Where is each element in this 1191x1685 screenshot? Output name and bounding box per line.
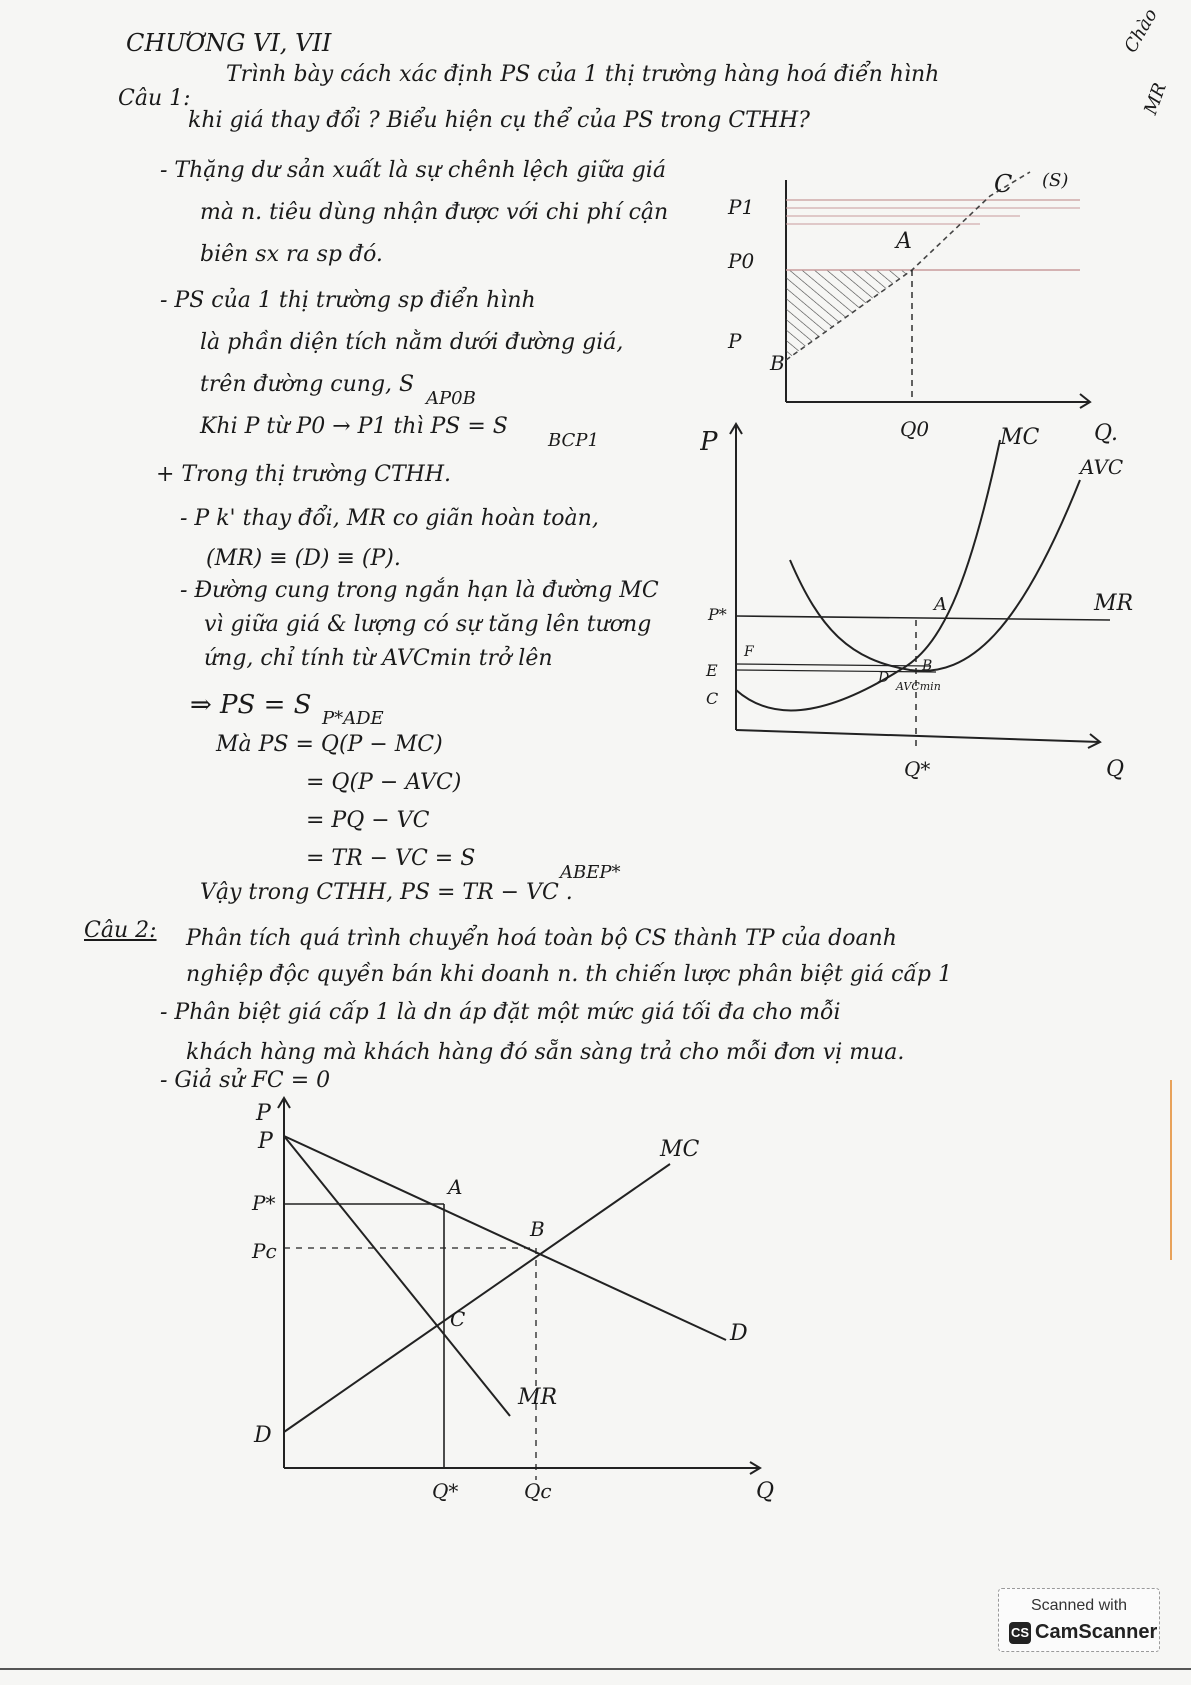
x-axis	[736, 730, 1100, 742]
ps-formula-3: = Q(P − AVC)	[306, 770, 462, 795]
label-d: D	[730, 1321, 748, 1346]
q1-sub: AP0B	[426, 388, 476, 409]
q2-line: Phân tích quá trình chuyển hoá toàn bộ CS thành TP của doanh	[186, 926, 897, 951]
q1-line: - PS của 1 thị trường sp điển hình	[160, 288, 536, 313]
chapter-heading: CHƯƠNG VI, VII	[126, 29, 332, 57]
q1-line: vì giữa giá & lượng có sự tăng lên tương	[204, 612, 652, 637]
label-d-intercept: D	[254, 1423, 272, 1448]
q1-line: mà n. tiêu dùng nhận được với chi phí cận	[200, 200, 669, 225]
scan-edge-mark	[1170, 1080, 1172, 1260]
q1-line: - Thặng dư sản xuất là sự chênh lệch giữa giá	[160, 158, 666, 183]
q1-line: - P k' thay đổi, MR co giãn hoàn toàn,	[180, 506, 599, 531]
label-avc: AVC	[1080, 455, 1124, 479]
label-c: C	[994, 170, 1013, 198]
producer-surplus-graph	[720, 160, 1140, 450]
label-p: P	[728, 329, 742, 353]
label-p1: P1	[728, 195, 755, 219]
camscanner-logo-icon: CS	[1009, 1622, 1031, 1644]
label-p-axis: P	[700, 427, 718, 457]
label-d: D	[878, 670, 890, 686]
q1-question-line-1: Trình bày cách xác định PS của 1 thị trường hàng hoá điển hình	[226, 62, 940, 87]
ps-area-hatched	[786, 270, 912, 360]
q1-line: là phần diện tích nằm dưới đường giá,	[200, 330, 624, 355]
corner-note-1: Chào	[1120, 5, 1162, 57]
q1-line: biên sx ra sp đó.	[200, 242, 383, 267]
q1-conclusion: Vậy trong CTHH, PS = TR − VC .	[200, 880, 573, 905]
label-b: B	[770, 351, 785, 375]
label-qstar: Q*	[432, 1479, 459, 1503]
label-mr: MR	[518, 1385, 558, 1410]
q1-line: Khi P từ P0 → P1 thì PS = S	[200, 414, 508, 439]
label-a: A	[934, 594, 947, 615]
label-q: Q	[1106, 757, 1125, 782]
ps-formula-5: = TR − VC = S	[306, 846, 476, 871]
ps-formula-5-sub: ABEP*	[560, 862, 621, 883]
label-mr: MR	[1094, 591, 1134, 616]
perfect-competition-graph	[700, 420, 1140, 790]
label-mc: MC	[660, 1137, 700, 1162]
mr-line	[284, 1136, 510, 1416]
ps-formula-1-sub: P*ADE	[322, 708, 384, 729]
q2-line: - Giả sử FC = 0	[160, 1068, 331, 1093]
label-c: C	[706, 689, 719, 708]
label-pstar: P*	[252, 1191, 276, 1215]
q2-line: - Phân biệt giá cấp 1 là dn áp đặt một mức giá tối đa cho mỗi	[160, 1000, 841, 1025]
label-b: B	[922, 658, 933, 674]
corner-note-2: MR	[1140, 80, 1171, 118]
q2-line: nghiệp độc quyền bán khi doanh n. th chiến lược phân biệt giá cấp 1	[186, 962, 952, 987]
label-q0: Q0	[900, 417, 930, 441]
q1-line: trên đường cung, S	[200, 372, 415, 397]
label-p0: P0	[728, 249, 755, 273]
camscanner-badge	[998, 1588, 1160, 1652]
ps-formula-2: Mà PS = Q(P − MC)	[216, 732, 443, 757]
q2-line: khách hàng mà khách hàng đó sẵn sàng trả cho mỗi đơn vị mua.	[186, 1040, 905, 1065]
label-qstar: Q*	[904, 757, 931, 781]
label-s: (S)	[1042, 170, 1069, 191]
ps-formula-1: ⇒ PS = S	[190, 690, 312, 720]
q1-line: + Trong thị trường CTHH.	[156, 462, 452, 487]
q2-label: Câu 2:	[84, 918, 157, 943]
label-a: A	[896, 229, 912, 254]
mr-line	[736, 616, 1110, 620]
q1-line: (MR) ≡ (D) ≡ (P).	[206, 546, 401, 571]
label-b: B	[530, 1217, 545, 1241]
label-mc: MC	[1000, 425, 1040, 450]
camscanner-name: CamScanner	[1035, 1621, 1158, 1643]
label-pstar: P*	[708, 605, 727, 624]
avc-curve	[790, 480, 1080, 671]
label-q: Q.	[1094, 421, 1118, 446]
q1-line: - Đường cung trong ngắn hạn là đường MC	[180, 578, 659, 603]
page-bottom-border	[0, 1668, 1191, 1670]
label-avcmin: AVCmin	[896, 680, 941, 693]
ps-formula-4: = PQ − VC	[306, 808, 430, 833]
label-p-intercept: P	[258, 1129, 273, 1154]
label-e: E	[706, 661, 718, 680]
demand-line	[284, 1136, 726, 1340]
q1-question-line-2: khi giá thay đổi ? Biểu hiện cụ thể của PS trong CTHH?	[188, 108, 810, 133]
label-c: C	[450, 1307, 466, 1331]
label-q: Q	[756, 1479, 775, 1504]
label-a: A	[448, 1175, 463, 1199]
q1-line: ứng, chỉ tính từ AVCmin trở lên	[204, 646, 553, 671]
label-f: F	[744, 644, 754, 660]
label-qc: Qc	[524, 1479, 552, 1503]
label-pc: Pc	[252, 1239, 277, 1263]
price-discrimination-graph	[200, 1086, 820, 1516]
q1-label: Câu 1:	[118, 86, 191, 111]
scanned-with-text: Scanned with	[1030, 1597, 1128, 1614]
line-e	[736, 664, 930, 666]
label-p-axis: P	[256, 1101, 271, 1126]
q1-sub: BCP1	[548, 430, 599, 451]
